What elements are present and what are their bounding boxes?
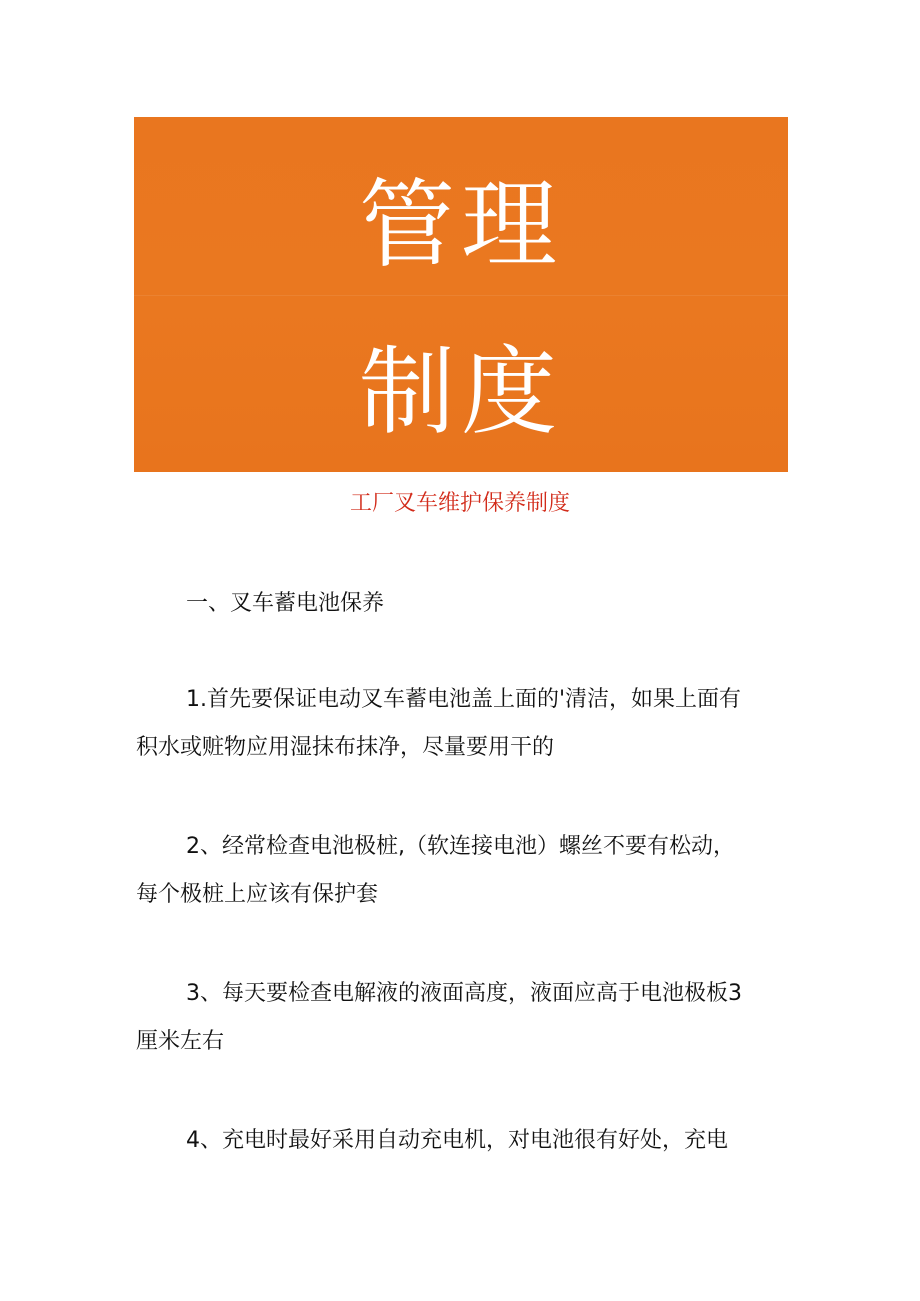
banner-divider — [134, 295, 788, 296]
paragraph-item-4 — [136, 1117, 786, 1165]
paragraph-item-1 — [136, 676, 786, 772]
banner-title-line-1: 管理 — [359, 169, 563, 281]
document-subtitle: 工厂叉车维护保养制度 — [349, 491, 570, 516]
paragraph-first-line: 4、充电时最好采用自动充电机，对电池很有好处，充电 — [186, 1128, 728, 1153]
paragraph-first-line: 1.首先要保证电动叉车蓄电池盖上面的'清洁，如果上面有 — [186, 687, 742, 712]
paragraph-item-2 — [136, 823, 786, 919]
paragraph-item-3 — [136, 970, 786, 1066]
paragraph-first-line: 3、每天要检查电解液的液面高度，液面应高于电池极板3 — [186, 981, 742, 1006]
banner-title-line-2: 制度 — [359, 336, 563, 448]
paragraph-continuation: 积水或赃物应用湿抹布抹净，尽量要用干的 — [136, 735, 555, 760]
section-heading: 一、叉车蓄电池保养 — [186, 591, 385, 616]
cover-banner — [134, 117, 788, 472]
paragraph-continuation: 厘米左右 — [136, 1029, 225, 1054]
paragraph-continuation: 每个极桩上应该有保护套 — [136, 882, 379, 907]
paragraph-first-line: 2、经常检查电池极桩,（软连接电池）螺丝不要有松动， — [186, 834, 735, 859]
